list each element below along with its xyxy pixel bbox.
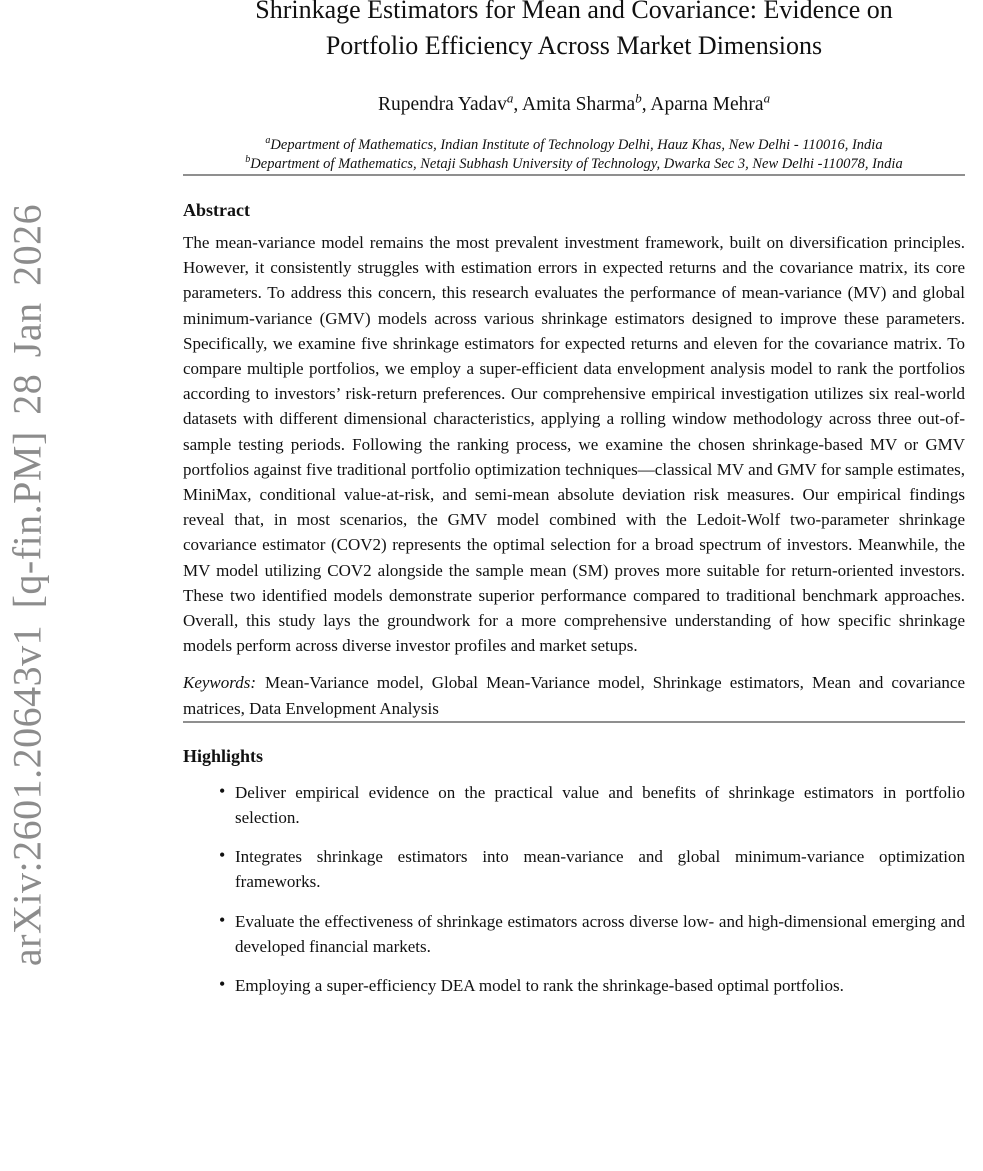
affiliation-line [183, 136, 965, 155]
keywords-line [183, 670, 965, 720]
bullet-icon: • [219, 974, 226, 995]
abstract-heading: Abstract [183, 200, 250, 220]
paper-title-line-2: Portfolio Efficiency Across Market Dimensions [325, 31, 823, 60]
abstract-text: The mean-variance model remains the most prevalent investment framework, built on diversification principles. However, it consistently struggles with estimation errors in expected returns and the covariance matrix, its core parameters. To address this concern, this research evaluates the performance of mean-variance (MV) and global minimum-variance (GMV) models across various shrinkage estimators designed to improve these parameters. Specifically, we examine five shrinkage estimators for expected returns and eleven for the covariance matrix. To compare multiple portfolios, we employ a super-efficient data envelopment analysis model to rank the portfolios according to investors’ risk-return preferences. Our comprehensive empirical investigation utilizes six real-world datasets with different dimensional characteristics, applying a rolling window methodology across three out-of-sample testing periods. Following the ranking process, we examine the chosen shrinkage-based MV or GMV portfolios against five traditional portfolio optimization techniques—classical MV and GMV for sample estimates, MiniMax, conditional value-at-risk, and semi-mean absolute deviation risk measures. Our empirical findings reveal that, in most scenarios, the GMV model combined with the Ledoit-Wolf two-parameter shrinkage covariance estimator (COV2) represents the optimal selection for a broad spectrum of investors. Meanwhile, the MV model utilizing COV2 alongside the sample mean (SM) proves more suitable for return-oriented investors. These two identified models demonstrate superior performance compared to traditional benchmark approaches. Overall, this study lays the groundwork for a more comprehensive understanding of how specific shrinkage models perform across diverse investor profiles and market setups. [183, 233, 965, 656]
affiliation-mark: a [265, 135, 271, 147]
highlights-list [183, 780, 965, 998]
author-name: Aparna Mehra [650, 94, 764, 115]
paper-title [183, 0, 965, 64]
arxiv-watermark: arXiv:2601.20643v1 [q-fin.PM] 28 Jan 2026 [4, 203, 50, 967]
author-name: Amita Sharma [522, 94, 636, 115]
affiliation-line [183, 155, 965, 174]
affiliation-text: Department of Mathematics, Indian Institute of Technology Delhi, Hauz Khas, New Delhi - 110016, India [270, 137, 883, 153]
paper-title-line-1: Shrinkage Estimators for Mean and Covariance: Evidence on [255, 0, 893, 24]
bullet-icon: • [219, 909, 226, 930]
bullet-icon: • [219, 845, 226, 866]
affiliation-mark: b [245, 154, 251, 166]
affiliations-block [183, 136, 965, 174]
author-name: Rupendra Yadav [377, 94, 507, 115]
divider-top [183, 174, 965, 176]
authors-line [183, 92, 965, 118]
author-affiliation-mark: a [763, 90, 771, 106]
affiliation-text: Department of Mathematics, Netaji Subhash University of Technology, Dwarka Sec 3, New Delhi -110078, India [250, 156, 903, 172]
highlight-text: Evaluate the effectiveness of shrinkage estimators across diverse low- and high-dimensional emerging and developed financial markets. [235, 911, 965, 956]
author-separator: , [513, 94, 523, 115]
paper-content [183, 0, 965, 1012]
highlight-text: Employing a super-efficiency DEA model to rank the shrinkage-based optimal portfolios. [235, 976, 844, 996]
keywords-text: Mean-Variance model, Global Mean-Variance model, Shrinkage estimators, Mean and covariance matrices, Data Envelopment Analysis [183, 673, 965, 718]
highlight-item [183, 844, 965, 894]
author-affiliation-mark: b [635, 90, 642, 106]
keywords-label: Keywords: [183, 673, 257, 693]
bullet-icon: • [219, 780, 226, 801]
highlight-text: Integrates shrinkage estimators into mean-variance and global minimum-variance optimization frameworks. [235, 847, 965, 892]
highlight-item [183, 973, 965, 998]
highlight-item [183, 909, 965, 959]
highlights-heading: Highlights [183, 745, 264, 766]
author-affiliation-mark: a [506, 90, 514, 106]
highlight-text: Deliver empirical evidence on the practical value and benefits of shrinkage estimators in portfolio selection. [235, 782, 965, 828]
highlight-item [183, 780, 965, 830]
divider-bottom [183, 721, 965, 723]
author-separator: , [641, 94, 651, 115]
